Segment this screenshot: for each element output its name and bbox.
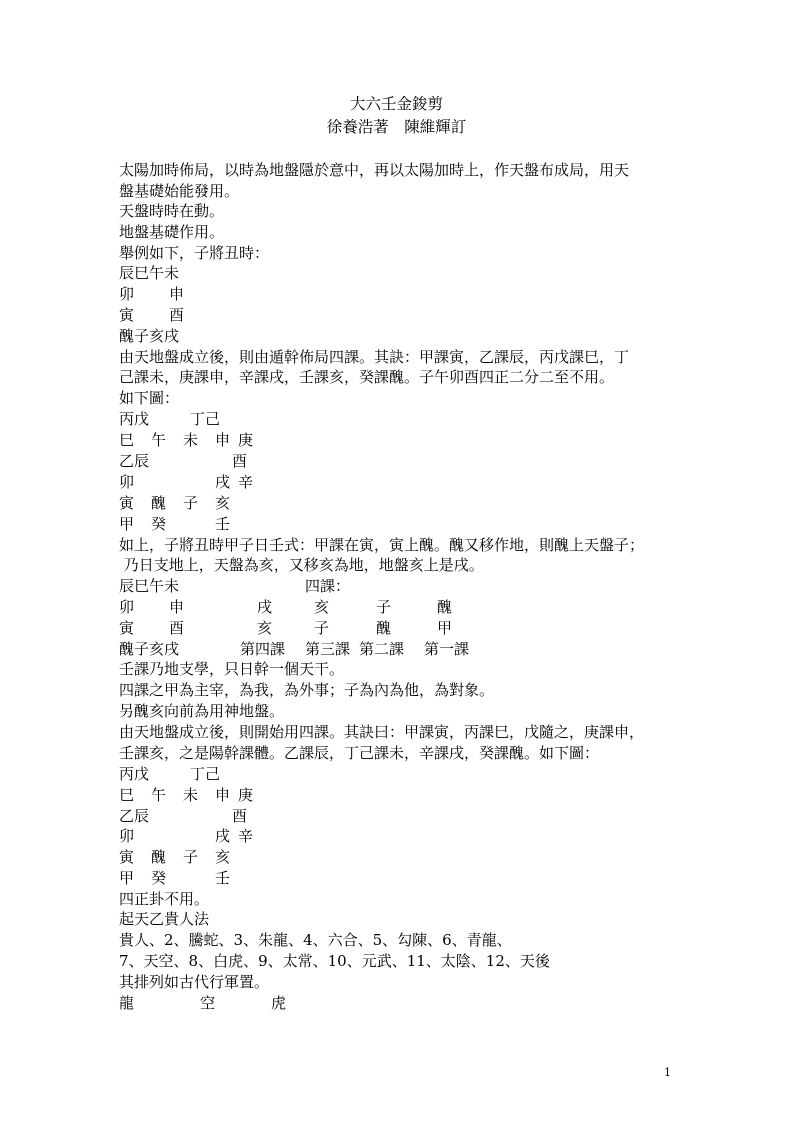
paragraph-line: 另醜亥向前為用神地盤。 — [119, 702, 285, 720]
grid-cell: 丁己 — [190, 765, 221, 783]
grid-cell: 午 — [151, 786, 167, 804]
grid-cell: 巳 — [119, 786, 135, 804]
grid-cell: 醜 — [151, 848, 167, 866]
paragraph-line: 由天地盤成立後，則開始用四課。其訣曰：甲課寅，丙課巳，戊隨之，庚課申， — [119, 723, 645, 741]
grid-cell: 乙辰 — [119, 452, 150, 470]
board-cell: 甲 — [437, 619, 453, 637]
grid-cell: 庚 — [238, 786, 254, 804]
board-cell: 子 — [314, 619, 330, 637]
grid-cell: 寅 — [119, 494, 135, 512]
paragraph-line: 貴人、2、騰蛇、3、朱龍、4、六合、5、勾陳、6、青龍、 — [119, 931, 512, 949]
army-cell: 虎 — [271, 994, 287, 1012]
sike-label: 四課： — [305, 577, 351, 595]
page-number: 1 — [664, 1066, 671, 1079]
grid-cell: 丙戊 — [119, 765, 150, 783]
grid-cell: 甲 — [119, 869, 135, 887]
board-cell: 亥 — [257, 619, 273, 637]
grid-cell: 子 — [183, 848, 199, 866]
board-cell: 卯 — [119, 598, 135, 616]
ke-label: 第四課 — [240, 640, 286, 658]
authors: 徐養浩著 陳維輝訂 — [326, 118, 467, 136]
paragraph-line: 起天乙貴人法 — [119, 910, 210, 928]
grid-cell: 酉 — [232, 452, 248, 470]
paragraph-line: 如上，子將丑時甲子日壬式：甲課在寅，寅上醜。醜又移作地，則醜上天盤子； — [119, 536, 645, 554]
grid-cell: 申 — [215, 786, 231, 804]
army-cell: 龍 — [119, 994, 135, 1012]
ke-label: 第三課 — [305, 640, 351, 658]
paragraph-line: 7、天空、8、白虎、9、太常、10、元武、11、太陰、12、天後 — [119, 952, 550, 970]
paragraph-line: 四正卦不用。 — [119, 890, 210, 908]
board-cell: 寅 — [119, 619, 135, 637]
board-cell: 醜 — [437, 598, 453, 616]
grid-cell: 未 — [183, 431, 199, 449]
board-cell: 申 — [169, 598, 185, 616]
grid-cell: 戌 — [215, 827, 231, 845]
paragraph-line: 如下圖： — [119, 389, 180, 407]
board-cell: 亥 — [314, 598, 330, 616]
grid-cell: 癸 — [151, 869, 167, 887]
grid-cell: 丁己 — [190, 410, 221, 428]
paragraph-line: 其排列如古代行軍置。 — [119, 973, 270, 991]
grid-cell: 子 — [183, 494, 199, 512]
board-cell: 申 — [169, 285, 185, 303]
title: 大六壬金鋑剪 — [349, 95, 443, 113]
paragraph-line: 太陽加時佈局，以時為地盤隱於意中，再以太陽加時上，作天盤布成局，用天 — [119, 161, 630, 179]
grid-cell: 癸 — [151, 515, 167, 533]
paragraph-line: 壬課亥，之是陽幹課體。乙課辰，丁己課未，辛課戌，癸課醜。如下圖： — [119, 744, 600, 762]
board-row: 辰巳午未 — [119, 264, 180, 282]
paragraph-line: 舉例如下，子將丑時： — [119, 244, 270, 262]
board-cell: 戌 — [257, 598, 273, 616]
grid-cell: 亥 — [215, 848, 231, 866]
board-cell: 卯 — [119, 285, 135, 303]
grid-cell: 辛 — [238, 827, 254, 845]
board-cell: 寅 — [119, 306, 135, 324]
grid-cell: 酉 — [232, 807, 248, 825]
grid-cell: 丙戊 — [119, 410, 150, 428]
grid-cell: 卯 — [119, 473, 135, 491]
grid-cell: 乙辰 — [119, 807, 150, 825]
paragraph-line: 盤基礎始能發用。 — [119, 182, 240, 200]
paragraph-line: 四課之甲為主宰，為我，為外事；子為內為他，為對象。 — [119, 681, 495, 699]
board-cell: 醜 — [376, 619, 392, 637]
grid-cell: 醜 — [151, 494, 167, 512]
grid-cell: 未 — [183, 786, 199, 804]
board-cell: 子 — [376, 598, 392, 616]
board-cell: 酉 — [169, 306, 185, 324]
paragraph-line: 壬課乃地支學，只日幹一個天干。 — [119, 660, 345, 678]
paragraph-line: 由天地盤成立後，則由遁幹佈局四課。其訣：甲課寅，乙課辰，丙戊課巳，丁 — [119, 348, 630, 366]
grid-cell: 午 — [151, 431, 167, 449]
paragraph-line: 地盤基礎作用。 — [119, 223, 225, 241]
grid-cell: 巳 — [119, 431, 135, 449]
grid-cell: 壬 — [215, 869, 231, 887]
grid-cell: 申 — [215, 431, 231, 449]
board-row: 醜子亥戌 — [119, 327, 180, 345]
grid-cell: 壬 — [215, 515, 231, 533]
board-cell: 酉 — [169, 619, 185, 637]
grid-cell: 甲 — [119, 515, 135, 533]
board-row: 辰巳午未 — [119, 577, 180, 595]
grid-cell: 亥 — [215, 494, 231, 512]
grid-cell: 卯 — [119, 827, 135, 845]
board-row: 醜子亥戌 — [119, 640, 180, 658]
grid-cell: 戌 — [215, 473, 231, 491]
grid-cell: 寅 — [119, 848, 135, 866]
ke-label: 第二課 — [359, 640, 405, 658]
ke-label: 第一課 — [424, 640, 470, 658]
paragraph-line: 己課未，庚課申，辛課戌，壬課亥，癸課醜。子午卯酉四正二分二至不用。 — [119, 368, 615, 386]
paragraph-line: 天盤時時在動。 — [119, 202, 225, 220]
grid-cell: 辛 — [238, 473, 254, 491]
army-cell: 空 — [200, 994, 216, 1012]
grid-cell: 庚 — [238, 431, 254, 449]
paragraph-line: 乃日支地上，天盤為亥，又移亥為地，地盤亥上是戌。 — [119, 556, 484, 574]
